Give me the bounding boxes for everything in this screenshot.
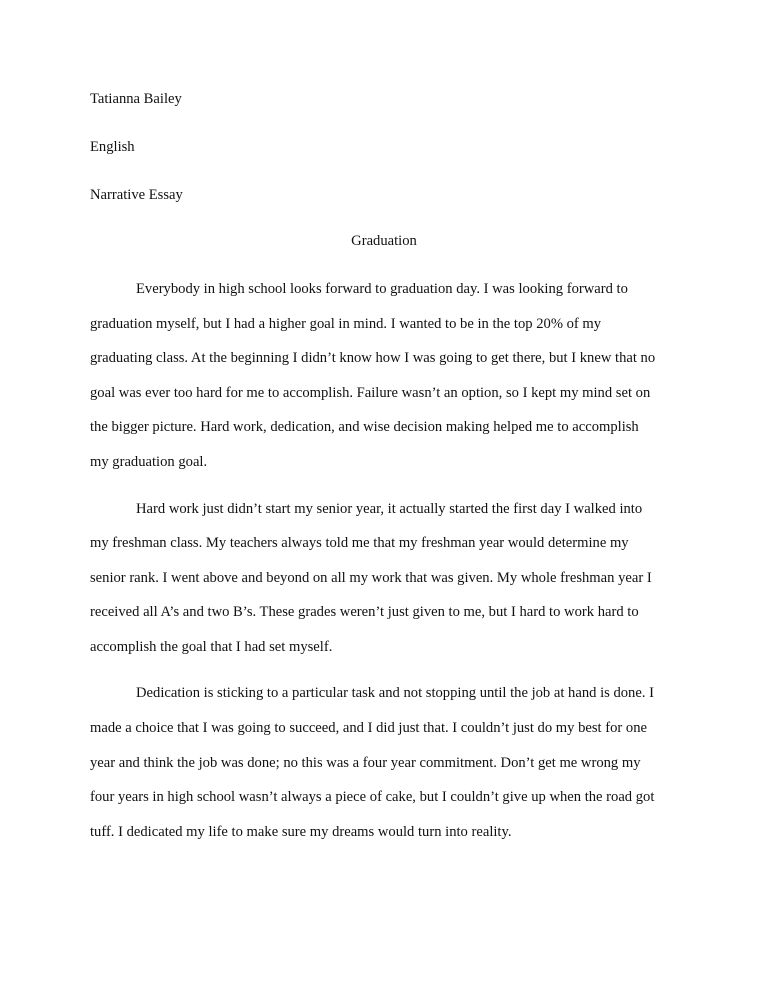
paragraph-line: goal was ever too hard for me to accomplish. Failure wasn’t an option, so I kept my mind set on <box>90 385 651 401</box>
paragraph-line: my graduation goal. <box>90 454 208 470</box>
paragraph-line: Hard work just didn’t start my senior year, it actually started the first day I walked into <box>136 501 643 517</box>
paragraph-line: four years in high school wasn’t always a piece of cake, but I couldn’t give up when the road got <box>90 789 655 805</box>
paragraph-line: Dedication is sticking to a particular task and not stopping until the job at hand is done. I <box>136 685 654 701</box>
paragraph-line: year and think the job was done; no this was a four year commitment. Don’t get me wrong my <box>90 755 641 771</box>
paragraph-line: tuff. I dedicated my life to make sure my dreams would turn into reality. <box>90 824 512 840</box>
paragraph-line: graduation myself, but I had a higher goal in mind. I wanted to be in the top 20% of my <box>90 316 602 332</box>
essay-title: Graduation <box>351 233 417 249</box>
paragraph-line: received all A’s and two B’s. These grades weren’t just given to me, but I hard to work hard to <box>90 604 639 620</box>
assignment-type: Narrative Essay <box>90 187 183 203</box>
paragraph-line: my freshman class. My teachers always told me that my freshman year would determine my <box>90 535 629 551</box>
paragraph-line: the bigger picture. Hard work, dedication, and wise decision making helped me to accomplish <box>90 419 639 435</box>
paragraph-line: graduating class. At the beginning I didn’t know how I was going to get there, but I knew that no <box>90 350 656 366</box>
paragraph-line: senior rank. I went above and beyond on all my work that was given. My whole freshman year I <box>90 570 652 586</box>
author-name: Tatianna Bailey <box>90 91 182 107</box>
paragraph-line: made a choice that I was going to succeed, and I did just that. I couldn’t just do my best for one <box>90 720 647 736</box>
paragraph-line: accomplish the goal that I had set myself. <box>90 639 333 655</box>
course-name: English <box>90 139 135 155</box>
paragraph-line: Everybody in high school looks forward to graduation day. I was looking forward to <box>136 281 628 297</box>
